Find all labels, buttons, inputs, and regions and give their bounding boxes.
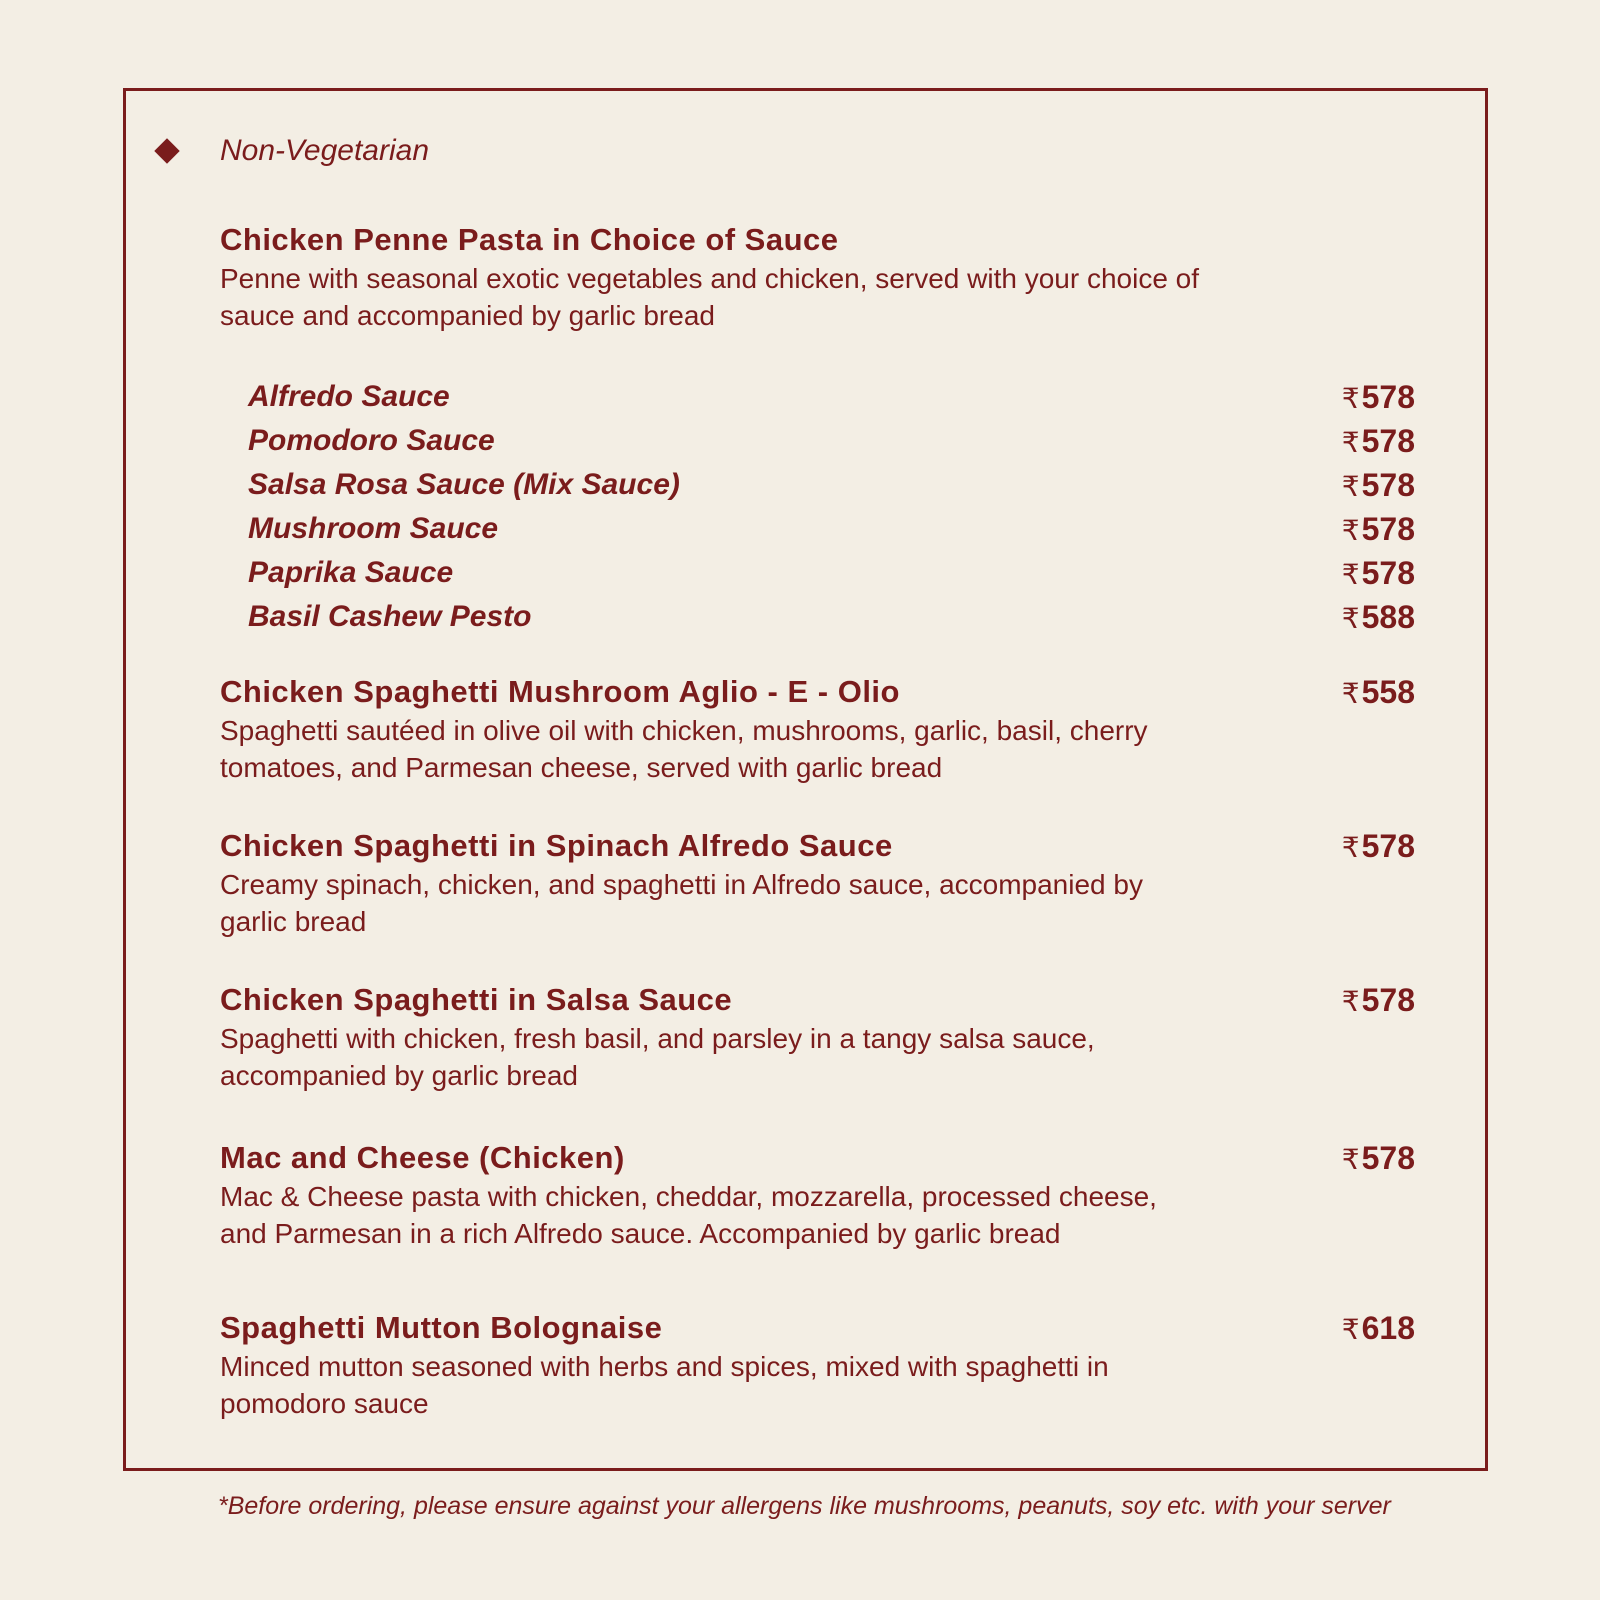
item-price bbox=[1342, 1308, 1415, 1350]
sauce-name: Pomodoro Sauce bbox=[248, 424, 495, 457]
price-value: 578 bbox=[1361, 511, 1415, 547]
diamond-bullet-icon bbox=[154, 138, 179, 163]
item-description: Spaghetti with chicken, fresh basil, and parsley in a tangy salsa sauce, accompanied by garlic bread bbox=[220, 1023, 1095, 1091]
sauce-row bbox=[248, 597, 1415, 641]
price-value: 558 bbox=[1361, 674, 1415, 710]
item-description: Spaghetti sautéed in olive oil with chicken, mushrooms, garlic, basil, cherry tomatoes, and Parmesan cheese, served with garlic bread bbox=[220, 715, 1148, 783]
item-description: Mac & Cheese pasta with chicken, cheddar, mozzarella, processed cheese, and Parmesan in a rich Alfredo sauce. Accompanied by garlic bread bbox=[220, 1181, 1157, 1249]
sauce-name: Paprika Sauce bbox=[248, 556, 454, 589]
item-price bbox=[1342, 672, 1415, 714]
menu-item bbox=[220, 826, 1415, 940]
item-title: Chicken Spaghetti in Spinach Alfredo Sauce bbox=[220, 828, 893, 863]
sauce-price bbox=[1342, 597, 1415, 639]
item-title: Chicken Spaghetti in Salsa Sauce bbox=[220, 982, 733, 1017]
price-value: 578 bbox=[1361, 828, 1415, 864]
rupee-symbol: ₹ bbox=[1341, 515, 1360, 546]
price-value: 588 bbox=[1361, 599, 1415, 635]
sauce-row bbox=[248, 377, 1415, 421]
sauce-name: Basil Cashew Pesto bbox=[248, 600, 532, 633]
item-title: Spaghetti Mutton Bolognaise bbox=[220, 1310, 663, 1345]
sauce-row bbox=[248, 421, 1415, 465]
price-value: 578 bbox=[1361, 555, 1415, 591]
menu-item bbox=[220, 1308, 1415, 1422]
category-label: Non-Vegetarian bbox=[220, 134, 430, 167]
item-price bbox=[1342, 826, 1415, 868]
sauce-price bbox=[1342, 377, 1415, 419]
item-description: Penne with seasonal exotic vegetables and chicken, served with your choice of sauce and accompanied by garlic bread bbox=[220, 263, 1200, 331]
menu-item bbox=[220, 1138, 1415, 1252]
sauce-row bbox=[248, 509, 1415, 553]
menu-item bbox=[220, 672, 1415, 786]
item-price bbox=[1342, 980, 1415, 1022]
sauce-name: Salsa Rosa Sauce (Mix Sauce) bbox=[248, 468, 680, 501]
sauce-row bbox=[248, 553, 1415, 597]
menu-item-penne bbox=[220, 220, 1415, 334]
item-title: Chicken Spaghetti Mushroom Aglio - E - Olio bbox=[220, 674, 900, 709]
sauce-name: Alfredo Sauce bbox=[248, 380, 450, 413]
price-value: 578 bbox=[1361, 379, 1415, 415]
sauce-price bbox=[1342, 465, 1415, 507]
item-description: Creamy spinach, chicken, and spaghetti in Alfredo sauce, accompanied by garlic bread bbox=[220, 869, 1143, 937]
rupee-symbol: ₹ bbox=[1341, 986, 1360, 1017]
category-header bbox=[158, 134, 429, 168]
price-value: 578 bbox=[1361, 467, 1415, 503]
price-value: 578 bbox=[1361, 1140, 1415, 1176]
rupee-symbol: ₹ bbox=[1341, 603, 1360, 634]
sauce-price bbox=[1342, 421, 1415, 463]
item-title: Chicken Penne Pasta in Choice of Sauce bbox=[220, 222, 839, 257]
sauce-list bbox=[248, 377, 1415, 641]
item-description: Minced mutton seasoned with herbs and spices, mixed with spaghetti in pomodoro sauce bbox=[220, 1351, 1109, 1419]
rupee-symbol: ₹ bbox=[1341, 383, 1360, 414]
sauce-name: Mushroom Sauce bbox=[248, 512, 499, 545]
menu-item bbox=[220, 980, 1415, 1094]
rupee-symbol: ₹ bbox=[1341, 471, 1360, 502]
price-value: 618 bbox=[1361, 1310, 1415, 1346]
rupee-symbol: ₹ bbox=[1341, 559, 1360, 590]
allergen-footnote: *Before ordering, please ensure against your allergens like mushrooms, peanuts, soy etc. with your server bbox=[218, 1492, 1391, 1520]
item-title: Mac and Cheese (Chicken) bbox=[220, 1140, 625, 1175]
rupee-symbol: ₹ bbox=[1341, 832, 1360, 863]
rupee-symbol: ₹ bbox=[1341, 427, 1360, 458]
item-price bbox=[1342, 1138, 1415, 1180]
rupee-symbol: ₹ bbox=[1341, 1144, 1360, 1175]
sauce-row bbox=[248, 465, 1415, 509]
sauce-price bbox=[1342, 553, 1415, 595]
price-value: 578 bbox=[1361, 982, 1415, 1018]
price-value: 578 bbox=[1361, 423, 1415, 459]
rupee-symbol: ₹ bbox=[1341, 678, 1360, 709]
rupee-symbol: ₹ bbox=[1341, 1314, 1360, 1345]
sauce-price bbox=[1342, 509, 1415, 551]
